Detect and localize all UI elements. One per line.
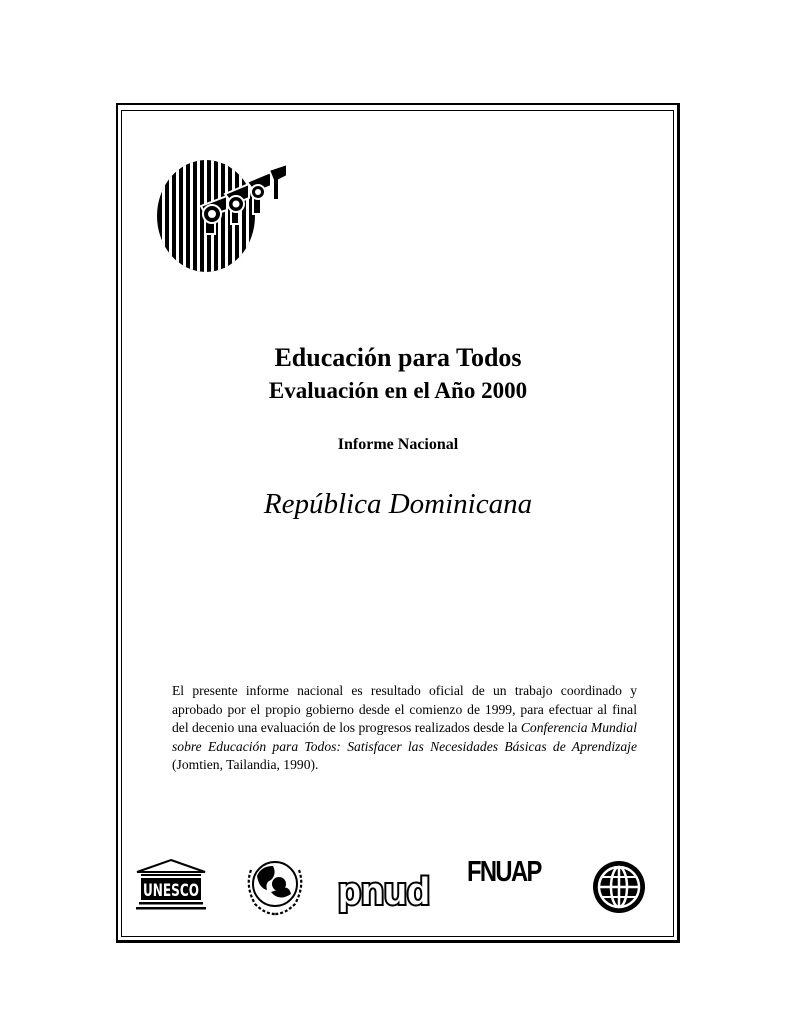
body-text-part2: (Jomtien, Tailandia, 1990). xyxy=(172,757,319,772)
report-type: Informe Nacional xyxy=(337,436,459,453)
country-name: República Dominicana xyxy=(263,488,533,520)
pnud-logo-icon xyxy=(335,866,435,914)
fnuap-logo: FNUAP xyxy=(467,856,541,888)
body-paragraph xyxy=(172,682,637,775)
efa-logo-icon xyxy=(157,158,289,274)
world-bank-logo-icon xyxy=(590,858,648,916)
pnud-label: pnud xyxy=(338,871,430,913)
unicef-logo-icon xyxy=(243,856,307,918)
unesco-logo-icon xyxy=(135,858,207,918)
document-subtitle: Evaluación en el Año 2000 xyxy=(268,378,528,403)
body-text-part1: El presente informe nacional es resultado oficial de un trabajo coordinado y aprobado por el propio gobierno desde el comienzo de 1999, para efectuar al final del decenio una evaluación de los progresos realizados desde la xyxy=(172,683,637,735)
unesco-label: UNESCO xyxy=(143,881,199,901)
conference-name: Conferencia Mundial sobre Educación para Todos: Satisfacer las Necesidades Básicas de Aprendizaje xyxy=(172,720,637,754)
document-title: Educación para Todos xyxy=(274,343,522,372)
sponsor-logos xyxy=(130,850,660,920)
